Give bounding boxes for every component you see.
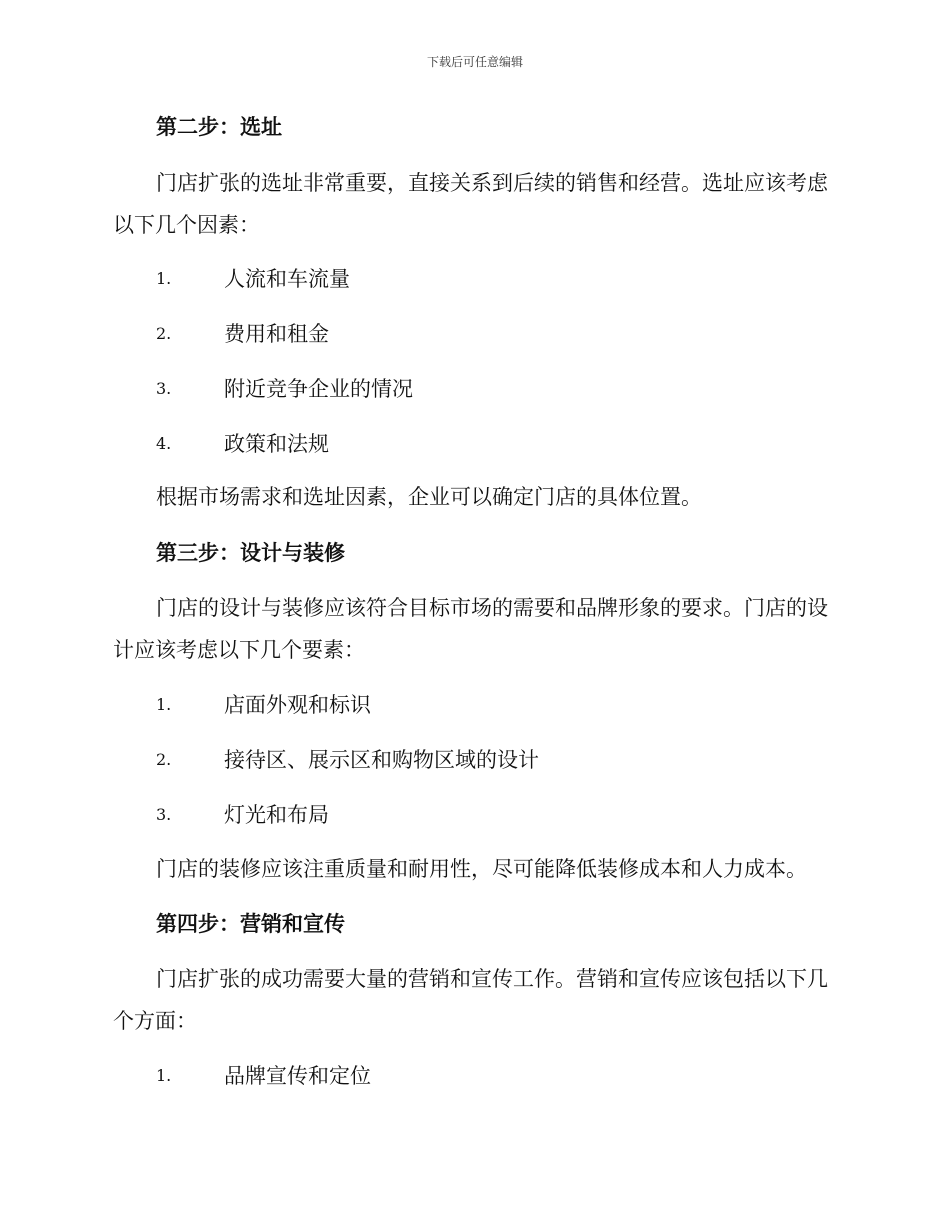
list-text: 政策和法规 (224, 432, 329, 456)
section-heading: 第四步：营销和宣传 (156, 911, 345, 936)
list-text: 人流和车流量 (224, 267, 350, 291)
list-number: 2. (156, 324, 172, 343)
list-text: 接待区、展示区和购物区域的设计 (224, 748, 539, 772)
list-number: 4. (156, 434, 172, 453)
list-number: 1. (156, 269, 172, 288)
section-conclusion-paragraph: 门店的装修应该注重质量和耐用性，尽可能降低装修成本和人力成本。 (156, 857, 807, 881)
list-text: 附近竞争企业的情况 (224, 377, 413, 401)
list-text: 店面外观和标识 (224, 693, 371, 717)
header-note: 下载后可任意编辑 (426, 55, 523, 69)
section-intro-paragraph: 门店扩张的成功需要大量的营销和宣传工作。营销和宣传应该包括以下几个方面： (113, 967, 828, 1033)
list-number: 2. (156, 750, 172, 769)
list-text: 费用和租金 (224, 322, 329, 346)
list-text: 灯光和布局 (224, 803, 329, 827)
list-number: 1. (156, 695, 172, 714)
list-number: 3. (156, 379, 172, 398)
section-intro-paragraph: 门店的设计与装修应该符合目标市场的需要和品牌形象的要求。门店的设计应该考虑以下几个要素： (113, 596, 828, 662)
list-number: 1. (156, 1066, 172, 1085)
list-number: 3. (156, 805, 172, 824)
section-heading: 第三步：设计与装修 (156, 540, 345, 565)
section-conclusion-paragraph: 根据市场需求和选址因素，企业可以确定门店的具体位置。 (156, 485, 702, 509)
section-heading: 第二步：选址 (156, 114, 282, 139)
list-text: 品牌宣传和定位 (224, 1064, 371, 1088)
section-intro-paragraph: 门店扩张的选址非常重要，直接关系到后续的销售和经营。选址应该考虑以下几个因素： (113, 171, 828, 237)
